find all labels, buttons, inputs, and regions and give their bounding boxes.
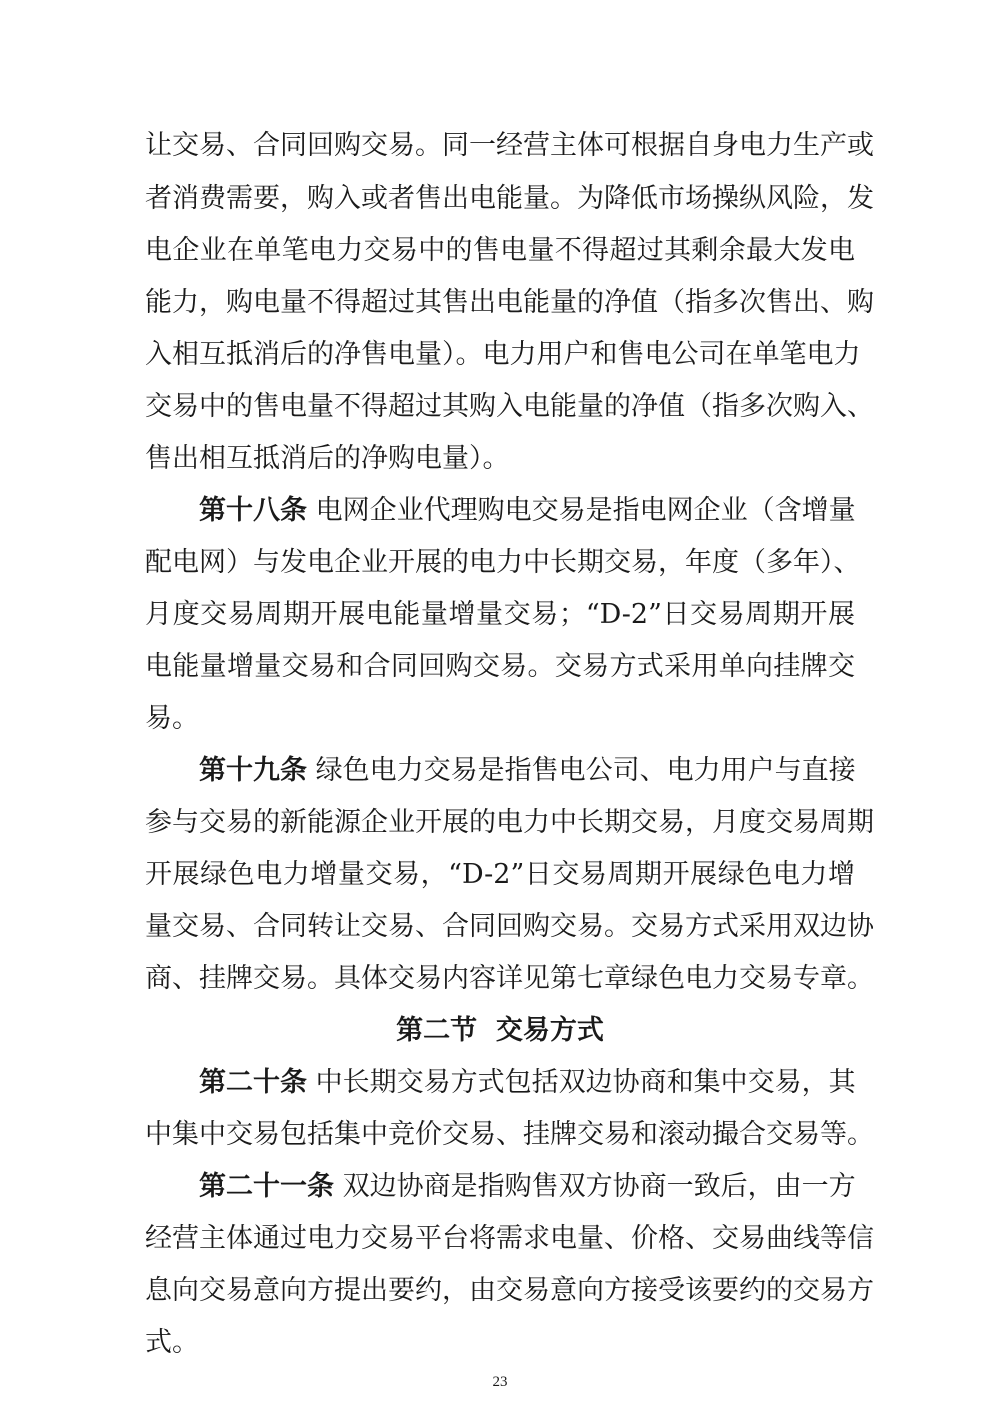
article-first-line — [199, 1061, 855, 1105]
paragraph-line: 者消费需要，购入或者售出电能量。为降低市场操纵风险，发 — [145, 183, 874, 214]
article-number: 第十九条 — [199, 755, 307, 786]
article-number: 第二十条 — [199, 1067, 307, 1098]
article-text: 中长期交易方式包括双边协商和集中交易，其 — [315, 1067, 856, 1098]
paragraph-line: 息向交易意向方提出要约，由交易意向方接受该要约的交易方 — [145, 1275, 874, 1306]
article-text: 双边协商是指购售双方协商一致后，由一方 — [342, 1171, 856, 1202]
paragraph-line: 交易中的售电量不得超过其购入电能量的净值（指多次购入、 — [145, 391, 874, 422]
paragraph-line: 配电网）与发电企业开展的电力中长期交易，年度（多年）、 — [145, 547, 861, 578]
article-text: 电网企业代理购电交易是指电网企业（含增量 — [315, 495, 856, 526]
article-first-line — [199, 1165, 855, 1209]
paragraph-line: 售出相互抵消后的净购电量）。 — [145, 443, 510, 474]
paragraph-line: 中集中交易包括集中竞价交易、挂牌交易和滚动撮合交易等。 — [145, 1119, 874, 1150]
paragraph-line: 量交易、合同转让交易、合同回购交易。交易方式采用双边协 — [145, 911, 874, 942]
paragraph-line: 电能量增量交易和合同回购交易。交易方式采用单向挂牌交 — [145, 651, 855, 682]
article-first-line — [199, 749, 855, 793]
paragraph-line: 让交易、合同回购交易。同一经营主体可根据自身电力生产或 — [145, 130, 874, 161]
paragraph-line: 经营主体通过电力交易平台将需求电量、价格、交易曲线等信 — [145, 1223, 874, 1254]
article-number: 第十八条 — [199, 495, 307, 526]
paragraph-line: 开展绿色电力增量交易，“D-2”日交易周期开展绿色电力增 — [145, 859, 855, 890]
paragraph-line: 入相互抵消后的净售电量）。电力用户和售电公司在单笔电力 — [145, 339, 861, 370]
section-title: 第二节 交易方式 — [396, 1015, 604, 1046]
paragraph-line: 易。 — [145, 703, 199, 734]
article-number: 第二十一条 — [199, 1171, 334, 1202]
paragraph-line: 月度交易周期开展电能量增量交易；“D-2”日交易周期开展 — [145, 599, 855, 630]
paragraph-line: 电企业在单笔电力交易中的售电量不得超过其剩余最大发电 — [145, 235, 855, 266]
paragraph-line: 商、挂牌交易。具体交易内容详见第七章绿色电力交易专章。 — [145, 963, 874, 994]
paragraph-line: 式。 — [145, 1327, 199, 1358]
paragraph-line: 能力，购电量不得超过其售出电能量的净值（指多次售出、购 — [145, 287, 874, 318]
page-number: 23 — [492, 1374, 508, 1390]
article-first-line — [199, 489, 855, 533]
article-text: 绿色电力交易是指售电公司、电力用户与直接 — [315, 755, 856, 786]
paragraph-line: 参与交易的新能源企业开展的电力中长期交易，月度交易周期 — [145, 807, 874, 838]
